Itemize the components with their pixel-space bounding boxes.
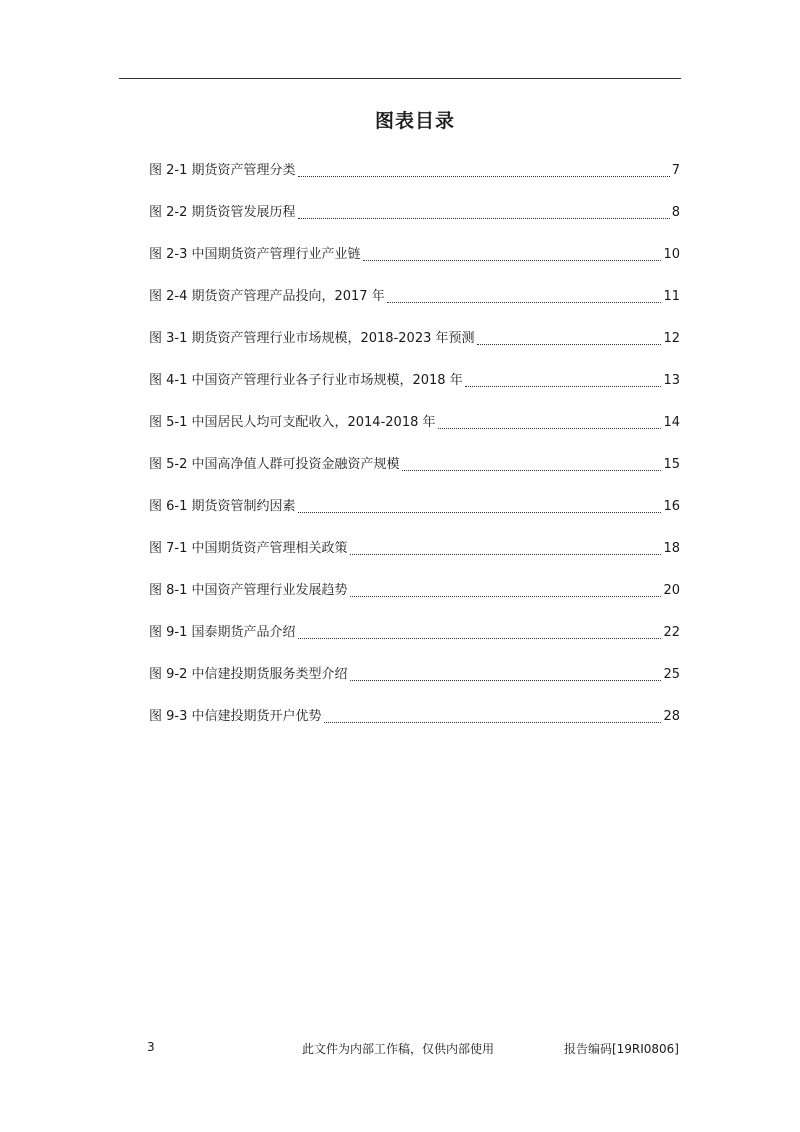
toc-leader-dots [298,512,662,513]
toc-entry[interactable] [149,486,680,528]
toc-entry-label: 图 2-2 期货资管发展历程 [149,205,296,220]
toc-entry-page-number: 12 [663,331,680,346]
toc-entry-page-number: 7 [671,163,680,178]
toc-entry[interactable] [149,654,680,696]
toc-leader-dots [350,680,662,681]
toc-entry[interactable] [149,696,680,738]
toc-entry-label: 图 5-1 中国居民人均可支配收入，2014-2018 年 [149,415,436,430]
toc-leader-dots [402,470,662,471]
toc-entry-label: 图 8-1 中国资产管理行业发展趋势 [149,583,348,598]
toc-leader-dots [465,386,662,387]
toc-leader-dots [477,344,662,345]
footer-report-code: 报告编码[19RI0806] [563,1042,679,1056]
toc-entry-page-number: 10 [663,247,680,262]
toc-entry-page-number: 14 [663,415,680,430]
toc-entry-page-number: 28 [663,709,680,724]
toc-entry-label: 图 7-1 中国期货资产管理相关政策 [149,541,348,556]
toc-entry[interactable] [149,444,680,486]
toc-entry-label: 图 9-1 国泰期货产品介绍 [149,625,296,640]
toc-entry-label: 图 2-1 期货资产管理分类 [149,163,296,178]
page-title: 图表目录 [374,110,455,132]
header-rule [119,78,681,79]
footer-page-number: 3 [147,1040,155,1054]
toc-entry-page-number: 15 [663,457,680,472]
toc-entry-label: 图 6-1 期货资管制约因素 [149,499,296,514]
toc-leader-dots [324,722,662,723]
toc-entry[interactable] [149,528,680,570]
toc-list [149,150,680,738]
page-footer [0,1040,800,1060]
toc-entry[interactable] [149,402,680,444]
toc-entry[interactable] [149,192,680,234]
toc-entry-label: 图 9-3 中信建投期货开户优势 [149,709,322,724]
toc-leader-dots [298,218,670,219]
toc-entry-page-number: 8 [671,205,680,220]
toc-leader-dots [298,176,670,177]
toc-entry[interactable] [149,150,680,192]
toc-leader-dots [438,428,662,429]
toc-entry[interactable] [149,318,680,360]
toc-entry-page-number: 13 [663,373,680,388]
toc-entry-page-number: 16 [663,499,680,514]
toc-entry-label: 图 3-1 期货资产管理行业市场规模，2018-2023 年预测 [149,331,475,346]
toc-entry[interactable] [149,234,680,276]
toc-entry-label: 图 2-4 期货资产管理产品投向，2017 年 [149,289,385,304]
footer-notice: 此文件为内部工作稿，仅供内部使用 [302,1042,495,1056]
toc-entry-page-number: 22 [663,625,680,640]
toc-entry[interactable] [149,612,680,654]
toc-entry-label: 图 5-2 中国高净值人群可投资金融资产规模 [149,457,400,472]
toc-entry[interactable] [149,360,680,402]
toc-entry-page-number: 18 [663,541,680,556]
toc-leader-dots [387,302,662,303]
toc-leader-dots [298,638,662,639]
toc-entry-label: 图 4-1 中国资产管理行业各子行业市场规模，2018 年 [149,373,463,388]
toc-entry-label: 图 2-3 中国期货资产管理行业产业链 [149,247,361,262]
toc-leader-dots [363,260,662,261]
toc-entry-label: 图 9-2 中信建投期货服务类型介绍 [149,667,348,682]
toc-entry[interactable] [149,276,680,318]
toc-leader-dots [350,596,662,597]
toc-entry-page-number: 25 [663,667,680,682]
toc-leader-dots [350,554,662,555]
toc-entry[interactable] [149,570,680,612]
toc-entry-page-number: 11 [663,289,680,304]
toc-entry-page-number: 20 [663,583,680,598]
